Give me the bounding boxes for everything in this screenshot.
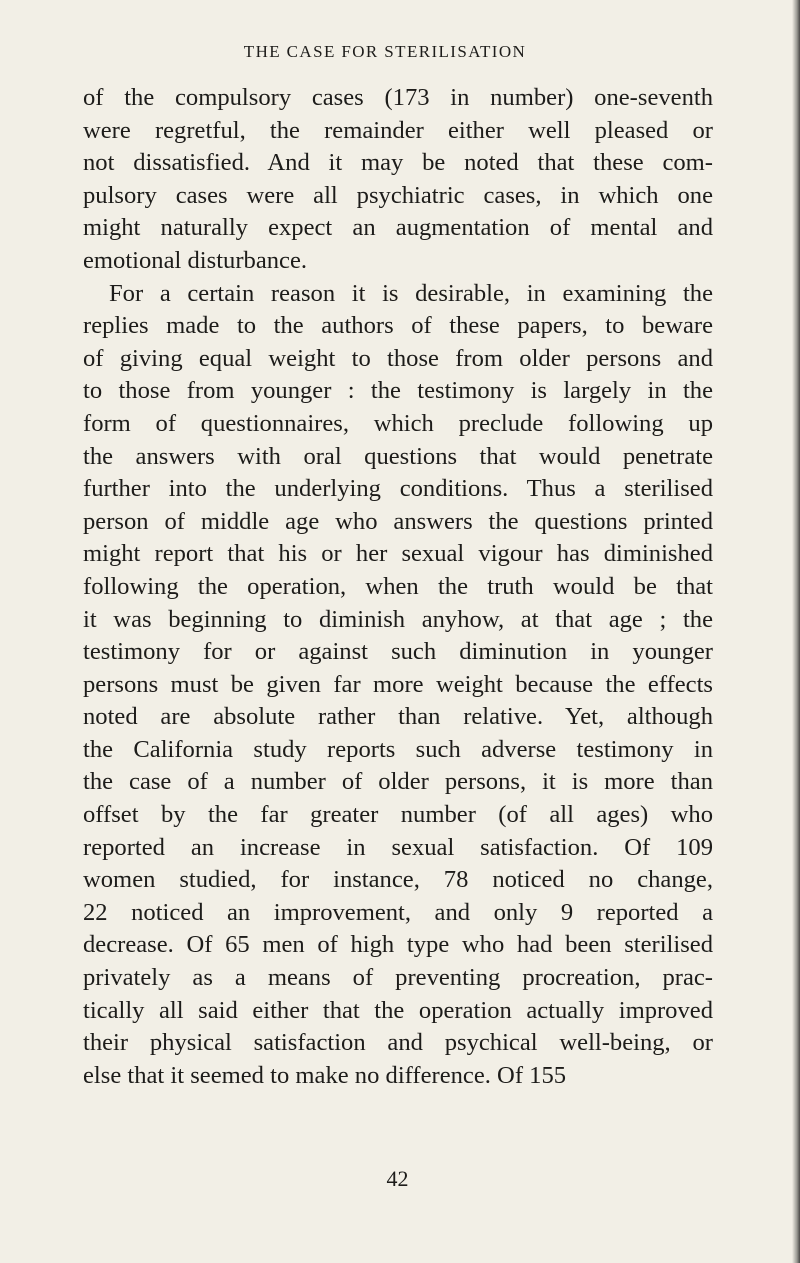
text-line: their physical satisfaction and psychical well-being, or — [83, 1029, 713, 1057]
text-line: the case of a number of older persons, it is more than — [83, 768, 713, 796]
text-line: reported an increase in sexual satisfaction. Of 109 — [83, 833, 713, 861]
text-line: the California study reports such adverse testimony in — [83, 735, 713, 763]
text-line: not dissatisfied. And it may be noted that these com- — [83, 149, 713, 177]
text-line: testimony for or against such diminution in younger — [83, 638, 713, 666]
text-line: it was beginning to diminish anyhow, at that age ; the — [83, 605, 713, 633]
text-line: of giving equal weight to those from older persons and — [83, 344, 713, 372]
page-number: 42 — [386, 1166, 409, 1191]
text-line: else that it seemed to make no difference. Of 155 — [83, 1061, 567, 1089]
text-line: were regretful, the remainder either well pleased or — [83, 116, 713, 144]
text-line: might naturally expect an augmentation of mental and — [83, 214, 713, 242]
text-line: women studied, for instance, 78 noticed no change, — [83, 866, 713, 894]
text-line: tically all said either that the operation actually improved — [83, 996, 713, 1024]
paragraph — [83, 82, 713, 278]
text-line: form of questionnaires, which preclude following up — [83, 409, 713, 437]
text-line: to those from younger : the testimony is largely in the — [83, 377, 713, 405]
text-line: might report that his or her sexual vigour has diminished — [83, 540, 713, 568]
text-line: replies made to the authors of these papers, to beware — [83, 312, 713, 340]
text-line: following the operation, when the truth would be that — [83, 572, 713, 600]
text-line: pulsory cases were all psychiatric cases, in which one — [83, 181, 713, 209]
text-line: noted are absolute rather than relative. Yet, although — [83, 703, 713, 731]
text-line: person of middle age who answers the questions printed — [83, 507, 713, 535]
text-line: persons must be given far more weight because the effects — [83, 670, 713, 698]
page-edge-shadow — [792, 0, 800, 1263]
text-line: For a certain reason it is desirable, in examining the — [109, 279, 713, 307]
text-line: further into the underlying conditions. Thus a sterilised — [83, 475, 713, 503]
text-line: emotional disturbance. — [83, 246, 308, 274]
paragraph — [83, 278, 713, 1093]
text-line: decrease. Of 65 men of high type who had been sterilised — [83, 931, 713, 959]
text-line: of the compulsory cases (173 in number) one-seventh — [83, 84, 713, 111]
text-line: 22 noticed an improvement, and only 9 reported a — [83, 898, 713, 926]
text-line: privately as a means of preventing procreation, prac- — [83, 964, 713, 992]
body-text — [83, 82, 713, 1092]
text-line: offset by the far greater number (of all ages) who — [83, 801, 713, 829]
running-head: THE CASE FOR STERILISATION — [243, 42, 527, 61]
text-line: the answers with oral questions that would penetrate — [83, 442, 713, 470]
